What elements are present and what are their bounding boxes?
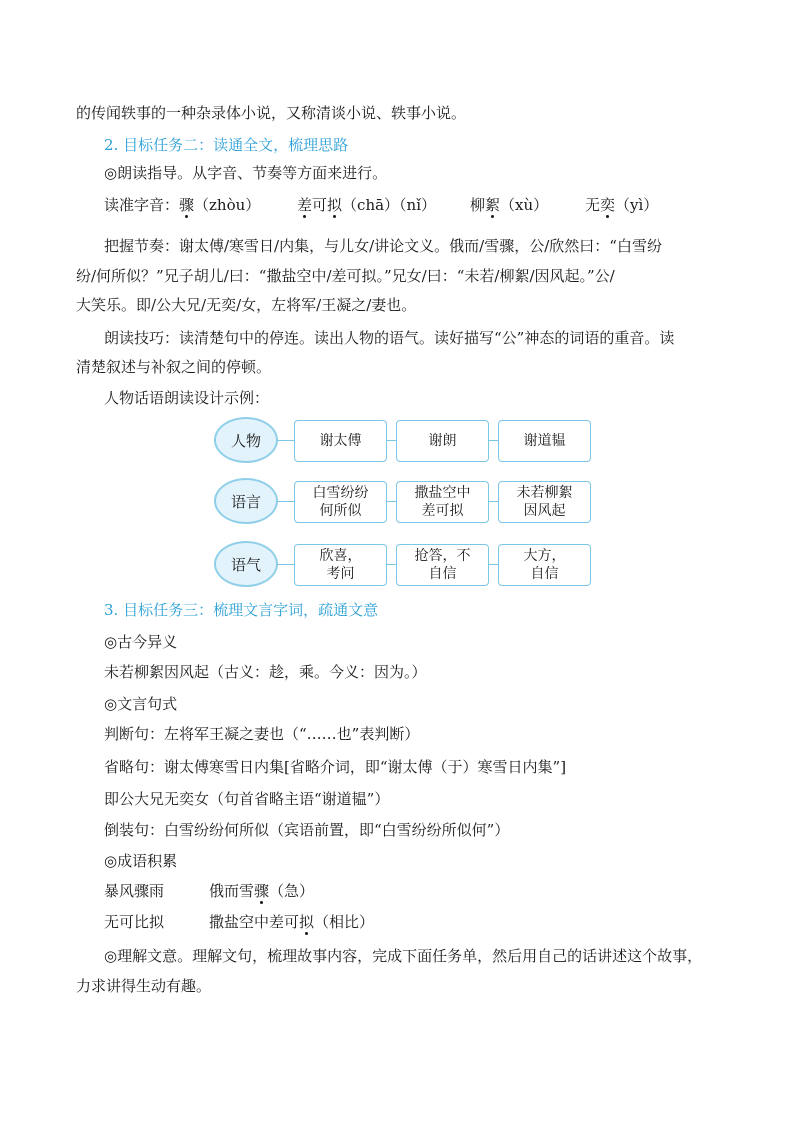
section-heading-2: 2. 目标任务二：读通全文，梳理思路 — [104, 136, 349, 154]
subheading-sentence-patterns: ◎文言句式 — [104, 695, 178, 713]
cell-speech-2: 撒盐空中 差可拟 — [396, 481, 489, 523]
pinyin: （chā）（nǐ） — [342, 196, 437, 214]
idiom-text: 暴风骤雨 — [104, 882, 165, 900]
cell-character-1: 谢太傅 — [294, 420, 387, 462]
connector — [387, 501, 396, 502]
idiom-text: 无可比拟 — [104, 913, 165, 931]
connector — [277, 440, 294, 441]
idiom-2-example — [209, 912, 374, 932]
dotted-char: 拟 — [299, 913, 315, 931]
subheading-ancient-modern: ◎古今异义 — [104, 633, 178, 651]
paragraph-continuation: 的传闻轶事的一种杂录体小说，又称清谈小说、轶事小说。 — [76, 104, 467, 122]
pronounce-label: 读准字音： — [104, 196, 180, 214]
dotted-char: 奕 — [600, 196, 616, 214]
pinyin: （xù） — [500, 196, 549, 214]
connector — [489, 440, 498, 441]
connector — [387, 564, 396, 565]
cell-speech-1: 白雪纷纷 何所似 — [294, 481, 387, 523]
plain-char: 柳 — [470, 196, 486, 214]
rhythm-line-3: 大笑乐。即/公大兄/无奕/女，左将军/王凝之/妻也。 — [76, 296, 417, 314]
cell-character-2: 谢朗 — [396, 420, 489, 462]
plain-text: 俄而雪 — [209, 882, 255, 900]
dotted-char: 骤 — [179, 196, 195, 214]
reading-guidance: ◎朗读指导。从字音、节奏等方面来进行。 — [104, 164, 388, 182]
cell-speech-3: 未若柳絮 因风起 — [498, 481, 591, 523]
gloss: （相比） — [314, 913, 375, 931]
rhythm-line-2: 纷/何所似？”兄子胡儿/曰：“撒盐空中/差可拟。”兄女/曰：“未若/柳絮/因风起。”公/ — [76, 267, 615, 285]
pronounce-word-1 — [179, 195, 260, 215]
row-label-characters: 人物 — [214, 417, 278, 463]
pronounce-word-4 — [585, 195, 658, 215]
pinyin: （zhòu） — [194, 196, 261, 214]
idiom-1 — [104, 881, 164, 901]
final-line-2: 力求讲得生动有趣。 — [76, 977, 212, 995]
gloss: （急） — [269, 882, 315, 900]
row-label-speech: 语言 — [214, 478, 278, 524]
plain-char: 无 — [585, 196, 601, 214]
cell-tone-3: 大方， 自信 — [498, 544, 591, 586]
cell-tone-2: 抢答，不 自信 — [396, 544, 489, 586]
rhythm-line-1: 把握节奏：谢太傅/寒雪日/内集，与儿女/讲论文义。俄而/雪骤，公/欣然曰：“白雪纷 — [104, 237, 662, 255]
idiom-2 — [104, 912, 164, 932]
pinyin: （yì） — [615, 196, 659, 214]
dotted-char: 差 — [297, 196, 313, 214]
connector — [489, 501, 498, 502]
connector — [489, 564, 498, 565]
plain-char: 可 — [312, 196, 328, 214]
technique-line-1: 朗读技巧：读清楚句中的停连。读出人物的语气。读好描写“公”神态的词语的重音。读 — [104, 329, 675, 347]
sentence-pattern-3: 即公大兄无奕女（句首省略主语“谢道韫”） — [104, 790, 390, 808]
dotted-char: 拟 — [327, 196, 343, 214]
cell-character-3: 谢道韫 — [498, 420, 591, 462]
connector — [277, 564, 294, 565]
plain-text: 撒盐空中差可 — [209, 913, 300, 931]
sentence-pattern-4: 倒装句：白雪纷纷何所似（宾语前置，即“白雪纷纷所似何”） — [104, 821, 510, 839]
idiom-1-example — [209, 881, 314, 901]
connector — [387, 440, 396, 441]
design-title: 人物话语朗读设计示例： — [104, 389, 270, 407]
connector — [277, 501, 294, 502]
sentence-pattern-2: 省略句：谢太傅寒雪日内集[省略介词，即“谢太傅（于）寒雪日内集”] — [104, 758, 567, 776]
cell-tone-1: 欣喜， 考问 — [294, 544, 387, 586]
subheading-idioms: ◎成语积累 — [104, 852, 178, 870]
sentence-pattern-1: 判断句：左将军王凝之妻也（“……也”表判断） — [104, 725, 420, 743]
pronounce-word-2 — [297, 195, 436, 215]
pronounce-word-3 — [470, 195, 548, 215]
section-heading-3: 3. 目标任务三：梳理文言字词，疏通文意 — [104, 601, 379, 619]
dotted-char: 骤 — [254, 882, 270, 900]
final-line-1: ◎理解文意。理解文句，梳理故事内容，完成下面任务单，然后用自己的话讲述这个故事， — [104, 947, 703, 965]
dotted-char: 絮 — [485, 196, 501, 214]
row-label-tone: 语气 — [214, 541, 278, 587]
technique-line-2: 清楚叙述与补叙之间的停顿。 — [76, 358, 272, 376]
ancient-modern-example: 未若柳絮因风起（古义：趁，乘。今义：因为。） — [104, 663, 427, 681]
